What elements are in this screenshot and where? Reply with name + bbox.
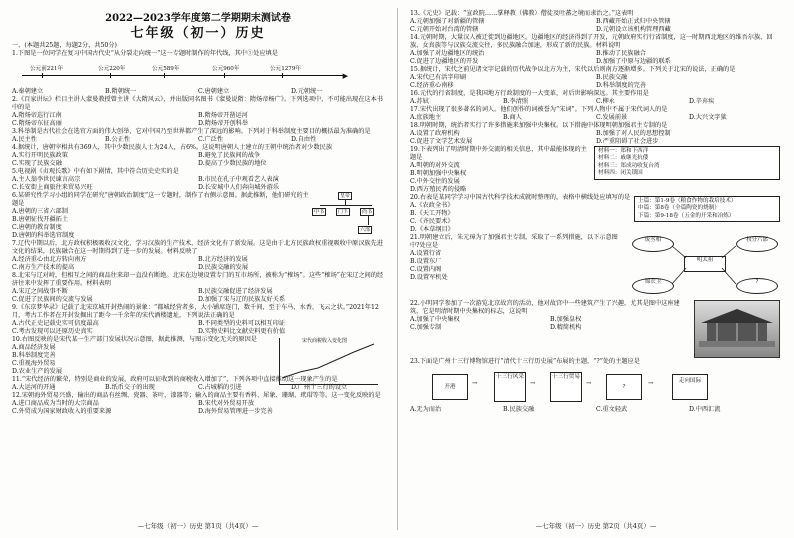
centralization-diagram	[628, 234, 780, 296]
option: B.隋炀帝开凿运河	[198, 112, 248, 119]
page-footer-left: —七年级（初一）历史 第1页（共4页）—	[137, 522, 259, 530]
diagram-center-node: 明太祖	[684, 256, 726, 272]
option: C.占城稻的引进	[198, 384, 242, 391]
option: B.宋代对外贸易开放	[198, 400, 255, 407]
question-7: 7.辽代中期以后，北方政权积极吸收汉文化，学习汉族的生产技术，经济文化有了新发展。这是由于北方民族政权重视吸收中原汉族先进文化的结果，民族融合在这一时期得到了进一步的发展。材料反映了	[12, 240, 383, 255]
option: A.进口商品成为当时的大宗商品	[12, 400, 99, 407]
timeline-tick: 公元1279年	[270, 66, 302, 72]
question-17: 17.宋代出现了很多著名的词人。他们创作的词被誉为“宋词”。下列人物中不属于宋代词人的是	[410, 106, 668, 113]
tax-graph	[279, 338, 378, 385]
option: A.主人翁李世民谏言高宗	[12, 176, 81, 183]
question-5: 5.电视剧《贞观长歌》中有如下剧情，其中符合历史史实的是	[12, 168, 179, 175]
book-contents-box	[634, 196, 780, 222]
arrow-right-icon: →	[586, 380, 592, 387]
option: A.商品经济发展	[12, 344, 56, 351]
timeline-tick: 公元220年	[98, 66, 126, 72]
option: A.古代正史记载史实可信度最高	[12, 320, 99, 327]
right-page	[410, 10, 782, 530]
options-2	[12, 112, 384, 128]
option: B.不同类型的史料可以相互印证	[198, 320, 285, 327]
option: D.辛弃疾	[689, 98, 715, 105]
option: C.促进了民族间的交流与发展	[12, 296, 93, 303]
option: A.明朝的对外交流	[410, 162, 460, 169]
diagram-node: ?	[736, 278, 778, 294]
option: B.唐朝征伐开疆拓土	[12, 216, 69, 223]
tree-node: 中书	[314, 209, 325, 215]
question-13: 13.《元史》记载：“宣政院……掌释教（佛教）僧徒及吐蕃之境而隶治之。”这表明	[410, 10, 634, 17]
table-line: 材料一：郑和下西洋	[598, 148, 649, 154]
options-21	[410, 250, 622, 282]
option: B.纸币交子的出现	[105, 384, 155, 391]
option: D.自由性	[291, 136, 317, 143]
option: C.外贸成为国家财政收入的重要来源	[12, 408, 112, 415]
question-18: 18.明朝时期，统治者实行了许多措施来加强中央集权。以下措施中体现明朝加强君主专制的是	[410, 122, 668, 129]
material-table	[594, 146, 780, 180]
options-16	[410, 98, 782, 106]
arrow-right-icon: →	[530, 380, 536, 387]
palace-building-icon	[695, 301, 779, 357]
options-6	[12, 208, 162, 240]
option: A.苏轼	[410, 98, 429, 105]
option: B.民族交融	[596, 74, 628, 81]
options-20	[410, 202, 632, 234]
option: A.宋代已有活字印刷	[410, 74, 466, 81]
option: C.实现了民族交融	[12, 160, 62, 167]
options-4	[12, 152, 384, 168]
option: D.广州十三行的设立	[291, 384, 348, 391]
options-19	[410, 162, 592, 194]
option: A.元朝加强了对新疆的管辖	[410, 18, 485, 25]
question-8: 8.北宋与辽对峙，但相互之间的商品往来却一直没有断绝。北宋在边境设置专门的互市场所，被称为“榷场”。这些“榷场”在宋辽之间的经济往来中发挥了重要作用。材料表明	[12, 272, 384, 287]
option: C.发展前景	[596, 114, 628, 121]
question-12: 12.宋朝海外贸易兴盛，输出的商品有丝绸、瓷器、茶叶、漆器等；输入的商品主要有香料、犀象、珊瑚、玳瑁等等。这一变化反映的是	[12, 392, 381, 399]
option: B.设置东厂	[410, 258, 442, 265]
option: B.推动了民族融合	[596, 50, 646, 57]
option: C.柳永	[596, 98, 615, 105]
option: A.《农政全书》	[410, 202, 454, 209]
chain-node: ?	[606, 374, 642, 400]
option: C.经济重心南移	[410, 82, 454, 89]
option: D.隋炀帝开创科举	[198, 120, 249, 127]
option: D.《本草纲目》	[410, 226, 454, 233]
option: C.广泛性	[198, 136, 224, 143]
option: A.无为而治	[410, 406, 442, 413]
table-line: 材料二：戚继光抗倭	[598, 155, 649, 162]
option: C.唐朝建立	[198, 88, 230, 95]
government-structure-diagram	[312, 192, 380, 254]
option: C.加强专制	[410, 324, 442, 331]
option: D.长安城中人们奔向城外游乐	[198, 184, 279, 191]
option: B.李清照	[503, 98, 529, 105]
diagram-node: 废丞相	[632, 236, 674, 252]
option: A.大运河的开通	[12, 384, 56, 391]
options-14	[410, 50, 782, 66]
option: A.宋辽之间战事不断	[12, 288, 68, 295]
table-line: 材料四：闭关锁国	[598, 170, 643, 177]
option: D.实物史料比文献史料更有价值	[198, 328, 286, 335]
box-line: 上篇：第1-9卷（粮食作物的栽培技术）	[638, 198, 737, 204]
question-6: 6.某研究性学习小组的同学在研究“唐朝政治制度”这一专题时，制作了右侧示意图。据此推断，他们研究的主题是	[12, 192, 309, 207]
tree-node: 皇帝	[340, 193, 351, 199]
exhibition-chain	[410, 368, 782, 404]
box-line: 中篇：第8卷（全篇陶瓷的烧制）	[638, 205, 720, 212]
question-9: 9.《东京梦华录》记载了北宋京城开封热闹的景象：“都城经营者多，大小铺席连门，数千间，至于车马，水香、飞云之状。”2021年12月，考古工作者在开封发掘出了距今一千余年的宋代酒楼遗址，下列说法正确的是	[12, 304, 379, 319]
question-22: 22.小明同学参加了一次游览北京故宫的活动，他对故宫中一些建筑产生了兴趣，尤其是图中这座建筑，它是明清时期中央集权的标志，这说明	[410, 300, 680, 315]
question-20: 20.右表是某同学学习中国古代科学技术成就时整理的，表格中横线处应填写的是	[410, 194, 631, 201]
option: C.中外交往的发展	[410, 178, 460, 185]
question-15: 15.据统计，宋代之前见诸文字记载的历代战争以北方为主，宋代以后则南方逐渐增多。下列关于北宋的说法，正确的是	[410, 66, 736, 73]
option: C.隋炀帝东征高丽	[12, 120, 62, 127]
question-10: 10.右图反映的是宋代某一生产部门发展状况示意图，据此推测，与图示变化无关的原因是	[12, 336, 257, 343]
question-11: 11.“宋代经济的繁荣，特别是商业的发展，政府可以征收到的商税收入增加了”，下列各项中直接推动这一现象产生的是	[12, 376, 338, 383]
chain-node: 开港	[432, 374, 468, 400]
option: C.唐朝的教育制度	[12, 224, 62, 231]
option: B.公正性	[105, 136, 131, 143]
option: D.科举制度的完善	[596, 82, 647, 89]
options-12	[12, 400, 384, 416]
option: A.加强了对边疆地区的统治	[410, 50, 485, 57]
options-11	[12, 384, 384, 392]
question-2: 2.《百家讲坛》栏目主讲人蒙曼教授曾主讲《大隋风云》，并出版同名图书《蒙曼说隋：隋炀帝杨广》。下列选项中，不可能出现在这本书中的是	[12, 96, 383, 111]
option: B.加强皇权	[550, 316, 582, 323]
option: C.《齐民要术》	[410, 218, 454, 225]
tree-node: 门下	[338, 209, 349, 215]
option: B.民族交融促进了经济发展	[198, 288, 273, 295]
options-8	[12, 288, 384, 304]
options-7	[12, 256, 384, 272]
option: B.西藏开始正式归中央管辖	[596, 18, 671, 25]
options-10	[12, 344, 280, 376]
option: C.促进了文学艺术发展	[410, 138, 473, 145]
option: A.唐朝的三省六部制	[12, 208, 68, 215]
option: D.农业生产的发展	[12, 368, 63, 375]
options-22	[410, 316, 690, 332]
question-14: 14.元朝时期，大量汉人被迁徙到边疆地区，边疆地区的经济得到了开发，元朝政府实行行省制度，这一时期西北地区的维吾尔族、回族、女真族等与汉族交流交往，多民族融合加速，形成了新的民族。材料说明	[410, 34, 773, 49]
option: D.提高了少数民族的地位	[198, 160, 267, 167]
option: D.加强了中原与边疆的联系	[596, 58, 671, 65]
options-13	[410, 18, 782, 34]
option: D.元朝统一	[291, 88, 323, 95]
option: C.长安街上商旅往来贸易兴旺	[12, 184, 93, 191]
option: A.设置了政府机构	[410, 130, 460, 137]
option: A.隋炀帝巡行江南	[12, 112, 62, 119]
option: D.元朝设立该机构管理西藏	[596, 26, 671, 33]
option: A.实行开明民族政策	[12, 152, 68, 159]
palace-photo	[694, 300, 780, 358]
section-note: 一、(本题共25题，每题2分，共50分)	[12, 42, 117, 49]
option: D.民族交融的发展	[198, 264, 249, 271]
chain-node: 十三行风采	[494, 372, 526, 402]
option: C.设置内阁	[410, 266, 442, 273]
option: C.考古发现可以还原历史真实	[12, 328, 93, 335]
option: D.西方殖民者的侵略	[410, 186, 467, 193]
option: D.设置军机处	[410, 274, 448, 281]
option: C.重视海外贸易	[12, 360, 56, 367]
diagram-lines	[628, 234, 780, 296]
option: B.民族交融	[503, 406, 535, 413]
option: B.明朝加强中央集权	[410, 170, 467, 177]
tree-node: 六部	[360, 227, 371, 233]
options-23	[410, 406, 782, 414]
option: B.避免了民族间的战争	[198, 152, 261, 159]
question-16: 16.元代的行省制度，是我国地方行政制度的一大变革，对后世影响深远。其主要作用是	[410, 90, 649, 97]
diagram-node: 权分六部	[736, 236, 778, 252]
option: D.精简机构	[550, 324, 582, 331]
option: B.《天工开物》	[410, 210, 454, 217]
exam-title: 2022—2023学年度第二学期期末测试卷	[105, 13, 291, 24]
option: C.重文轻武	[596, 406, 628, 413]
option: B.商人	[503, 114, 522, 121]
option: D.海外贸易管理进一步完善	[198, 408, 273, 415]
question-21: 21.明朝建立后，朱元璋为了加强君主专制，采取了一系列措施，以下示意图中?处应是	[410, 234, 618, 249]
options-1	[12, 88, 384, 96]
option: A.设置行省	[410, 250, 442, 257]
table-line: 材料三：郑成功收复台湾	[598, 162, 660, 169]
chain-node: 走向国际	[672, 374, 708, 400]
option: A.加强了中央集权	[410, 316, 460, 323]
option: A.经济重心由北方转向南方	[12, 256, 87, 263]
option: B.市民在孔子中观看艺人表演	[198, 176, 279, 183]
question-4: 4.据统计，唐朝宰相共有369人，其中少数民族人士为24人，占6%。这说明唐朝人士建立的王朝中统治者对少数民族	[12, 144, 333, 151]
option: D.中西汇流	[689, 406, 721, 413]
timeline-arrow-icon: ▶	[342, 72, 348, 80]
graph-label: 宋代商税收入变化图	[302, 338, 348, 344]
options-3	[12, 136, 384, 144]
question-1: 1.下图是一位同学在复习中国古代史“从分裂走向统一”这一专题时制作的年代线，其中①处应填是	[12, 50, 278, 57]
options-18	[410, 130, 782, 146]
question-23: 23.下面是广州十三行博物馆进行“清代十三行历史展”布展的主题，“?”处的主题应是	[410, 358, 640, 365]
tree-node: 尚书	[362, 209, 373, 215]
option: D.严重阻碍了社会进步	[596, 138, 659, 145]
options-15	[410, 74, 782, 90]
left-page	[12, 10, 384, 530]
timeline-figure	[12, 60, 384, 86]
timeline-tick: 公元960年	[212, 66, 240, 72]
option: D.大兴文字狱	[689, 114, 727, 121]
option: A.民主性	[12, 136, 37, 143]
exam-subject: 七年级（初一）历史	[130, 26, 266, 41]
options-17	[410, 114, 782, 122]
options-5	[12, 176, 384, 192]
option: A.秦朝建立	[12, 88, 44, 95]
option: B.北方经济的发展	[198, 256, 248, 263]
option: C.南方生产技术的提高	[12, 264, 75, 271]
page-divider	[397, 8, 398, 530]
option: C.促进了边疆地区的开发	[410, 58, 479, 65]
question-3: 3.科举制是古代社会在选官方面的伟大创举，它对中国乃至世界都产生了深远的影响。下列对于科举制度主要目的概括最为准确的是	[12, 128, 371, 135]
option: B.科举制度完善	[12, 352, 56, 359]
option: B.加强了对人民的思想控制	[596, 130, 671, 137]
options-9	[12, 320, 384, 336]
chain-node: 十三行贸易	[550, 372, 582, 402]
option: C.元朝开始对台湾的管辖	[410, 26, 479, 33]
question-19: 19.下表列出了明清时期中外交流的相关信息，其中最能体现的主题是	[410, 146, 587, 161]
timeline-line	[22, 75, 344, 76]
timeline-tick: 公元589年	[152, 66, 180, 72]
timeline-tick: 公元前221年	[30, 66, 64, 72]
arrow-right-icon: →	[472, 380, 478, 387]
option: D.加强了宋与辽的民族友好关系	[198, 296, 286, 303]
arrow-right-icon: →	[648, 380, 654, 387]
option: D.唐朝的科举选官制度	[12, 232, 75, 239]
option: A.庶族地主	[410, 114, 442, 121]
box-line: 下篇：第9-18卷（五金的开采和冶炼）	[638, 212, 735, 219]
page-footer-right: —七年级（初一）历史 第2页（共4页）—	[535, 522, 657, 530]
diagram-node: 锦衣卫	[632, 278, 674, 294]
option: B.隋朝统一	[105, 88, 137, 95]
